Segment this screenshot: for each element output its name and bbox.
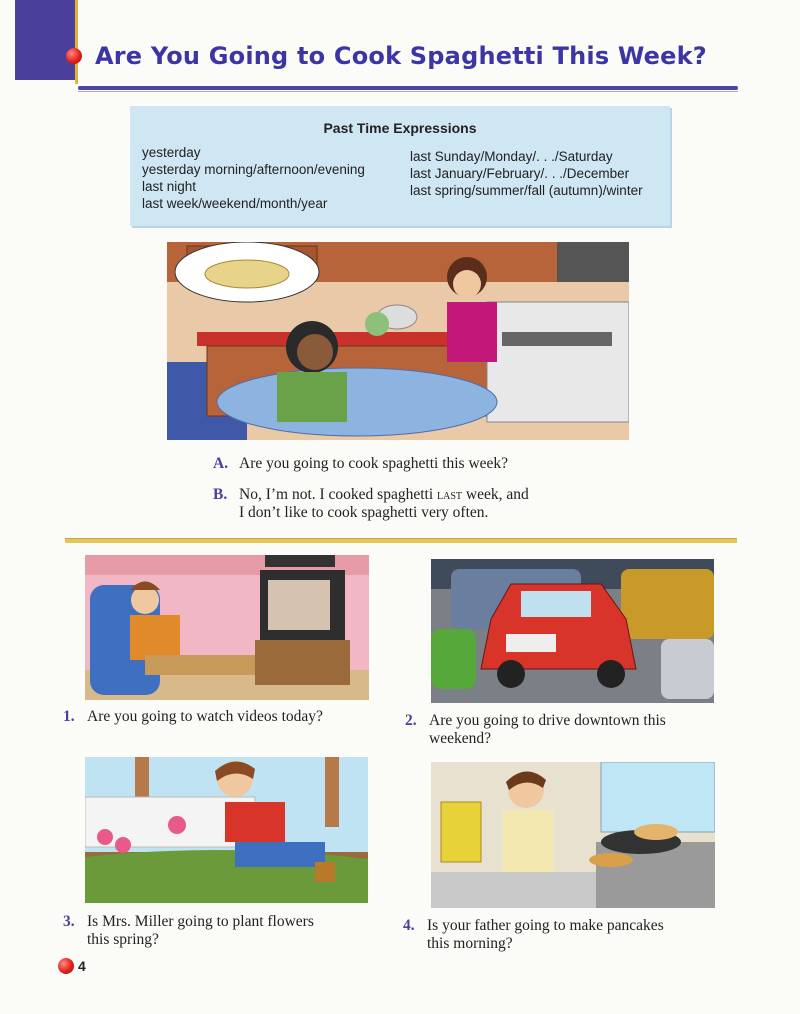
exercise-3-number: 3. <box>63 913 75 930</box>
expression-item: last spring/summer/fall (autumn)/winter <box>410 183 643 198</box>
exercise-3-text: Is Mrs. Miller going to plant flowers <box>87 913 314 930</box>
expression-item: yesterday <box>142 145 201 160</box>
exercise-2-text: Are you going to drive downtown this <box>429 712 666 729</box>
model-answer-text-1: No, I’m not. I cooked spaghetti <box>239 486 438 503</box>
expressions-right-column <box>410 148 643 199</box>
exercise-3-prompt <box>63 913 314 931</box>
model-answer-text-2: week, and <box>462 486 529 503</box>
section-divider <box>65 538 737 543</box>
expression-item: last January/February/. . ./December <box>410 166 630 181</box>
exercise-4-illustration <box>431 762 715 908</box>
expression-item: last night <box>142 179 197 194</box>
exercise-4-prompt <box>403 917 664 935</box>
exercise-2-illustration <box>431 559 714 703</box>
exercise-2-prompt <box>405 712 666 730</box>
title-rule <box>78 86 738 90</box>
speaker-b-label: B. <box>213 486 228 503</box>
expression-item: last Sunday/Monday/. . ./Saturday <box>410 149 613 164</box>
past-time-expressions-box <box>130 106 670 226</box>
exercise-3-text-line-2: this spring? <box>87 931 159 948</box>
model-answer-emphasis: last <box>437 488 463 503</box>
expression-item: yesterday morning/afternoon/evening <box>142 162 365 177</box>
page-title: Are You Going to Cook Spaghetti This Week? <box>95 42 707 70</box>
model-answer <box>213 486 529 505</box>
speaker-a-label: A. <box>213 455 229 472</box>
exercise-1-text: Are you going to watch videos today? <box>87 708 323 725</box>
title-rule-thin <box>78 91 738 92</box>
box-title: Past Time Expressions <box>323 120 477 136</box>
model-answer-line-2: I don’t like to cook spaghetti very often. <box>239 504 489 521</box>
exercise-3-illustration <box>85 757 368 903</box>
corner-tab <box>15 0 75 80</box>
corner-tab-edge <box>75 0 78 84</box>
exercise-1-illustration <box>85 555 369 700</box>
title-bullet-icon <box>66 48 82 64</box>
model-question-text: Are you going to cook spaghetti this week? <box>239 455 509 472</box>
expression-item: last week/weekend/month/year <box>142 196 328 211</box>
exercise-2-number: 2. <box>405 712 417 729</box>
kitchen-illustration <box>167 242 629 440</box>
exercise-4-text: Is your father going to make pancakes <box>427 917 664 934</box>
page-number-bullet-icon <box>58 958 74 974</box>
expressions-left-column <box>142 144 365 212</box>
exercise-4-text-line-2: this morning? <box>427 935 513 952</box>
exercise-1-prompt <box>63 708 323 726</box>
model-question <box>213 455 508 473</box>
exercise-4-number: 4. <box>403 917 415 934</box>
exercise-1-number: 1. <box>63 708 75 725</box>
exercise-2-text-line-2: weekend? <box>429 730 491 747</box>
page-number: 4 <box>78 958 86 974</box>
